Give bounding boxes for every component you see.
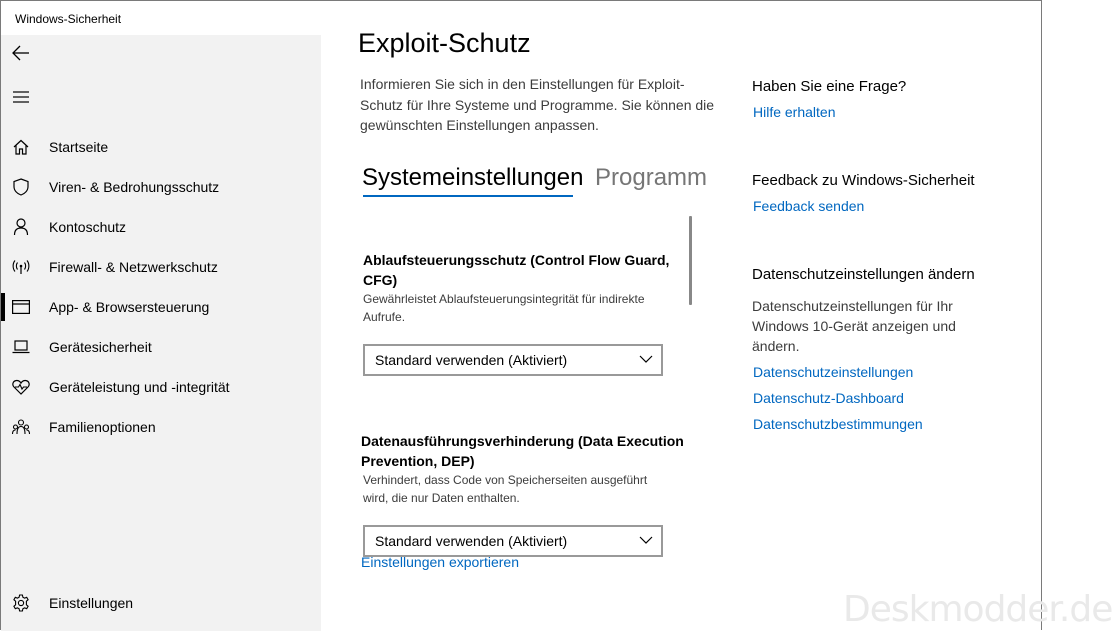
- tab-program-settings[interactable]: Programm: [595, 164, 708, 191]
- sidebar-item-virus-protection[interactable]: [1, 167, 321, 207]
- sidebar-item-device-security[interactable]: [1, 327, 321, 367]
- get-help-link[interactable]: Hilfe erhalten: [753, 104, 836, 120]
- privacy-settings-link[interactable]: Datenschutzeinstellungen: [753, 364, 914, 380]
- hamburger-menu-button[interactable]: [5, 81, 37, 113]
- home-icon: [12, 138, 30, 156]
- antenna-icon: [12, 258, 30, 276]
- dep-dropdown[interactable]: [363, 525, 663, 557]
- sidebar-item-device-performance[interactable]: [1, 367, 321, 407]
- chevron-down-icon: [639, 535, 653, 545]
- sidebar-item-firewall[interactable]: [1, 247, 321, 287]
- sidebar-item-label: Familienoptionen: [49, 419, 156, 435]
- tab-system-settings[interactable]: Systemeinstellungen: [362, 164, 584, 191]
- sidebar-item-label: Kontoschutz: [49, 219, 127, 235]
- sidebar-item-settings[interactable]: [1, 583, 321, 623]
- privacy-dashboard-link[interactable]: Datenschutz-Dashboard: [753, 390, 904, 406]
- navigation-sidebar: [1, 35, 321, 631]
- privacy-statement-link[interactable]: Datenschutzbestimmungen: [753, 416, 923, 432]
- setting-title-dep: Datenausführungsverhinderung (Data Execution Prevention, DEP): [361, 433, 684, 469]
- sidebar-item-family-options[interactable]: [1, 407, 321, 447]
- sidebar-item-account-protection[interactable]: [1, 207, 321, 247]
- person-icon: [12, 218, 30, 236]
- cfg-dropdown-value: Standard verwenden (Aktiviert): [375, 352, 568, 368]
- settings-scrollbar[interactable]: [689, 216, 692, 305]
- setting-description-dep: Verhindert, dass Code von Speicherseiten ausgeführt wird, die nur Daten enthalten.: [363, 473, 648, 505]
- export-settings-link[interactable]: Einstellungen exportieren: [361, 554, 519, 570]
- main-content: [321, 1, 1041, 631]
- question-heading: Haben Sie eine Frage?: [752, 78, 907, 95]
- sidebar-item-home[interactable]: [1, 127, 321, 167]
- gear-icon: [12, 594, 30, 612]
- sidebar-item-label: App- & Browsersteuerung: [49, 299, 210, 315]
- family-icon: [12, 418, 30, 436]
- window-title: Windows-Sicherheit: [15, 12, 122, 26]
- sidebar-item-label: Startseite: [49, 139, 109, 155]
- privacy-heading: Datenschutzeinstellungen ändern: [752, 266, 975, 283]
- settings-scroll-area: [359, 213, 699, 549]
- send-feedback-link[interactable]: Feedback senden: [753, 198, 865, 214]
- page-description: Informieren Sie sich in den Einstellungen für Exploit-Schutz für Ihre Systeme und Programme. Sie können die gewünschten Einstellungen anpassen.: [360, 76, 715, 133]
- cfg-dropdown[interactable]: [363, 344, 663, 376]
- dep-dropdown-value: Standard verwenden (Aktiviert): [375, 533, 568, 549]
- sidebar-item-app-browser-control[interactable]: [1, 287, 321, 327]
- privacy-description: Datenschutzeinstellungen für Ihr Windows 10-Gerät anzeigen und ändern.: [752, 298, 956, 354]
- heart-pulse-icon: [12, 378, 30, 396]
- watermark: Deskmodder.de: [843, 589, 1112, 630]
- page-title: Exploit-Schutz: [358, 28, 531, 58]
- laptop-icon: [12, 338, 30, 356]
- sidebar-item-label: Viren- & Bedrohungsschutz: [49, 179, 220, 195]
- setting-description-cfg: Gewährleistet Ablaufsteuerungsintegrität für indirekte Aufrufe.: [363, 292, 645, 324]
- sidebar-item-label: Firewall- & Netzwerkschutz: [49, 259, 218, 275]
- tab-selection-indicator: [363, 195, 573, 197]
- setting-title-cfg: Ablaufsteuerungsschutz (Control Flow Guard, CFG): [363, 252, 670, 288]
- chevron-down-icon: [639, 354, 653, 364]
- sidebar-item-label: Einstellungen: [49, 595, 134, 611]
- feedback-heading: Feedback zu Windows-Sicherheit: [752, 172, 975, 189]
- back-button[interactable]: [5, 37, 37, 69]
- hamburger-icon: [13, 91, 29, 103]
- arrow-left-icon: [12, 45, 30, 61]
- shield-icon: [12, 178, 30, 196]
- app-browser-icon: [12, 298, 30, 316]
- sidebar-item-label: Geräteleistung und -integrität: [49, 379, 230, 395]
- sidebar-item-label: Gerätesicherheit: [49, 339, 152, 355]
